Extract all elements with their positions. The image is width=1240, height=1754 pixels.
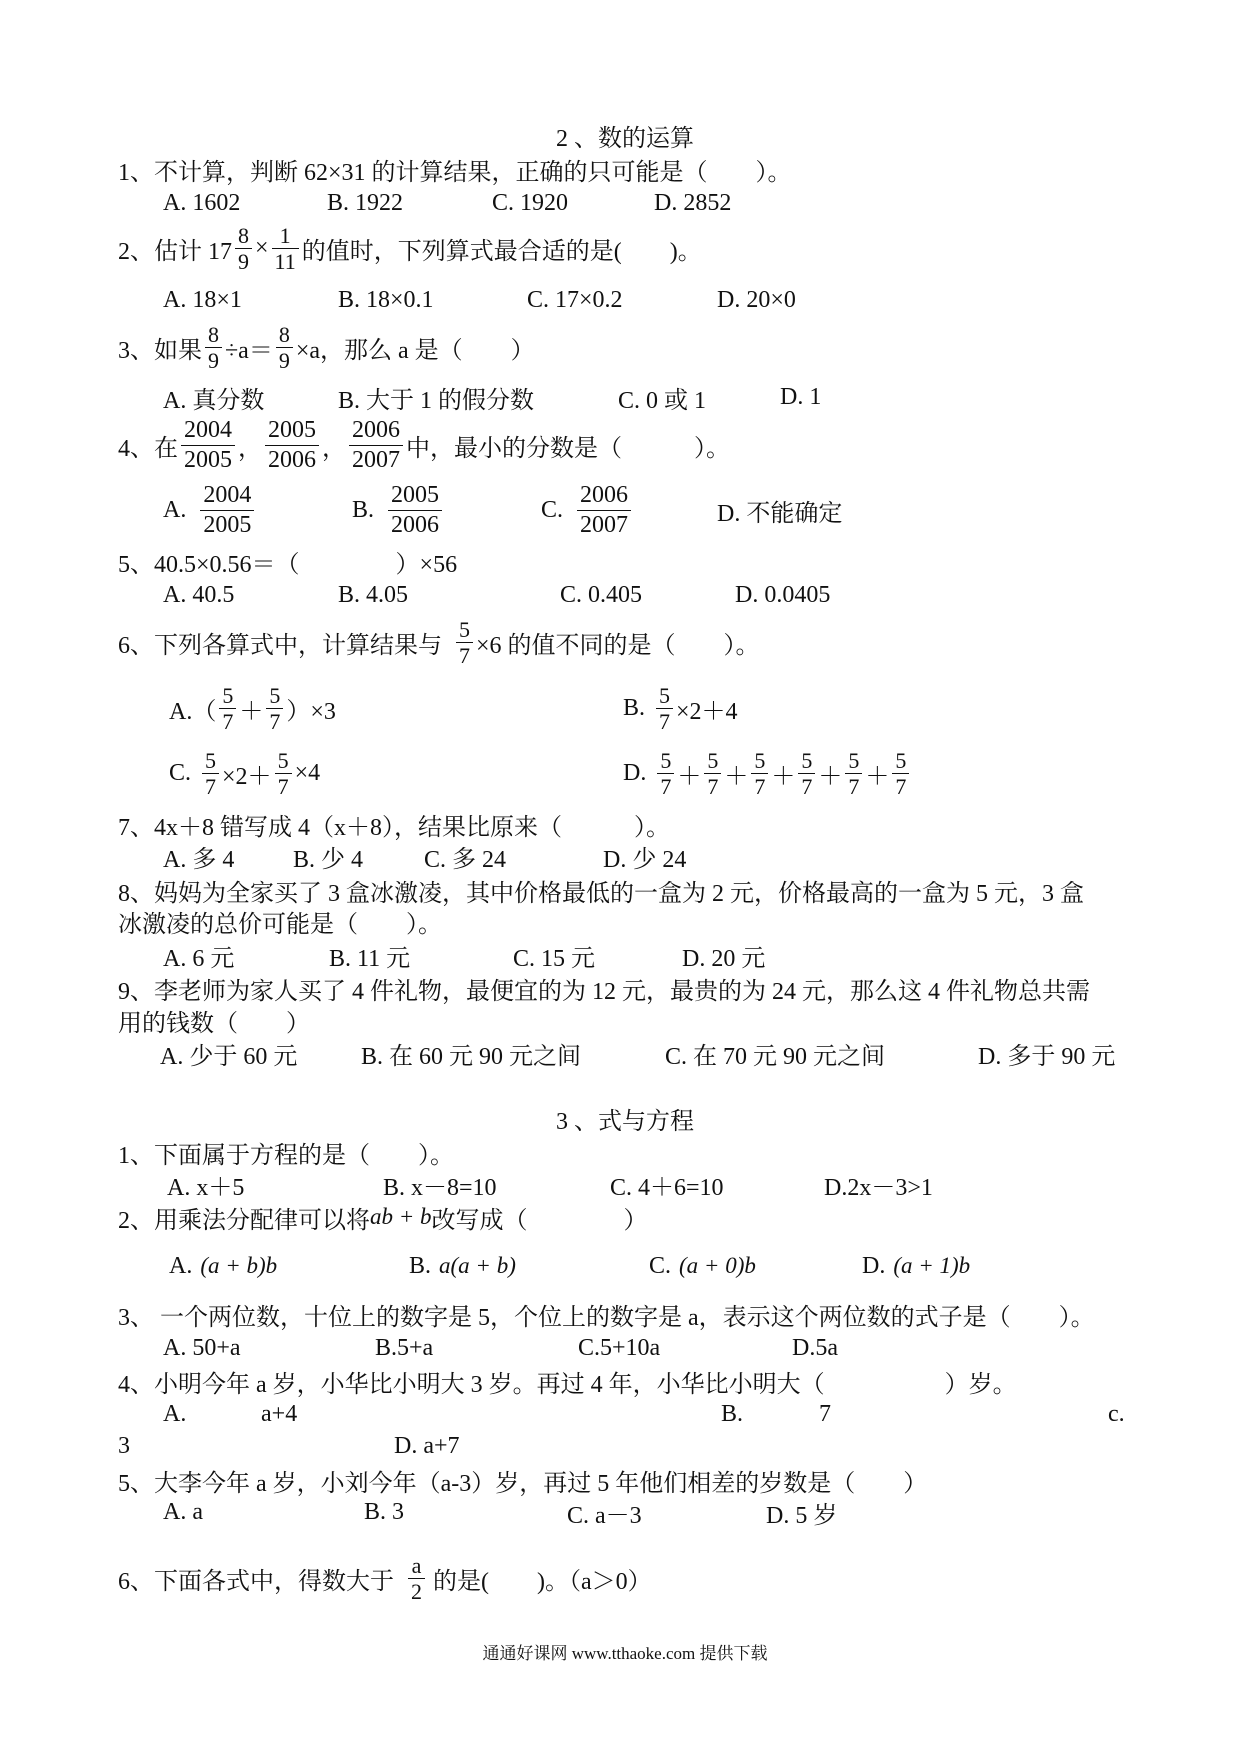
- option-c: [492, 188, 568, 218]
- question-8-line-1: [0, 875, 1240, 905]
- denominator: 11: [274, 248, 296, 274]
- option-b-value: [819, 1399, 831, 1429]
- option-text: A. 多 4: [163, 846, 235, 873]
- option-c: [541, 481, 634, 538]
- option-text: D. 5 岁: [766, 1502, 838, 1529]
- stem-text: 3、 一个两位数，十位上的数字是 5，个位上的数字是 a，表示这个两位数的式子是（ ）。: [118, 1304, 1095, 1331]
- numerator: 1: [272, 223, 299, 249]
- numerator: 2006: [349, 416, 403, 446]
- question-4-options: [0, 481, 1240, 538]
- fraction: [202, 748, 219, 799]
- stem-text: 9、李老师为家人买了 4 件礼物，最便宜的为 12 元，最贵的为 24 元，那么这 4 件礼物总共需: [118, 978, 1090, 1005]
- numerator: 5: [892, 748, 909, 774]
- question-stem: [118, 416, 730, 473]
- option-a: [163, 382, 264, 412]
- option-text: C. 4＋6=10: [610, 1174, 724, 1201]
- fraction: [704, 748, 721, 799]
- option-text: D. 20 元: [682, 945, 766, 972]
- question-3: [0, 1299, 1240, 1329]
- question-stem: [118, 906, 442, 936]
- option-b: [327, 188, 403, 218]
- numerator: 5: [845, 748, 862, 774]
- question-stem: [118, 1465, 927, 1495]
- numerator: 8: [235, 223, 252, 249]
- denominator: 7: [222, 708, 234, 734]
- option-text: C. 0 或 1: [618, 387, 707, 414]
- operator: ＋: [677, 763, 702, 790]
- option-d: [394, 1431, 460, 1461]
- operator: ＋: [818, 763, 843, 790]
- option-label: C.: [649, 1252, 672, 1279]
- option-d: [654, 188, 731, 218]
- option-c: [649, 1251, 756, 1281]
- numerator: 5: [219, 683, 236, 709]
- option-d: [682, 940, 765, 970]
- question-stem: [118, 1299, 1095, 1329]
- option-a: [163, 580, 234, 610]
- fraction: [265, 416, 319, 475]
- option-label: A.: [163, 496, 187, 523]
- stem-text: 冰激凌的总价可能是（ ）。: [118, 911, 442, 938]
- option-d: [766, 1497, 837, 1527]
- option-text: A. 1602: [163, 189, 241, 216]
- option-text: D.2x－3>1: [824, 1174, 933, 1201]
- question-2-options: [0, 1251, 1240, 1281]
- option-text: B. 4.05: [338, 581, 409, 608]
- numerator: 2005: [265, 416, 319, 446]
- option-a: [163, 841, 234, 871]
- option-a-label: [163, 1399, 186, 1429]
- question-3-options: [0, 1333, 1240, 1363]
- numerator: 5: [202, 748, 219, 774]
- option-text: 7: [819, 1400, 831, 1427]
- fraction: [276, 322, 293, 373]
- numerator: 8: [205, 322, 222, 348]
- option-b: [352, 481, 445, 538]
- question-6-options-cd: [0, 747, 1240, 799]
- option-text: D. 不能确定: [717, 500, 843, 527]
- fraction: [751, 748, 768, 799]
- stem-text: 1、下面属于方程的是（ ）。: [118, 1142, 454, 1169]
- denominator: 7: [848, 773, 860, 799]
- numerator: 5: [456, 617, 473, 643]
- question-9-options: [0, 1038, 1240, 1068]
- stem-text: 4、在: [118, 435, 178, 462]
- question-6: [0, 1552, 1240, 1604]
- option-text: B. 11 元: [329, 945, 411, 972]
- question-stem: [118, 321, 535, 373]
- operator: ＋: [865, 763, 890, 790]
- option-c: [578, 1333, 660, 1363]
- question-stem: [118, 809, 670, 839]
- option-text: A. 6 元: [163, 945, 235, 972]
- option-text: ×2＋4: [676, 698, 738, 725]
- denominator: 2007: [580, 511, 629, 538]
- fraction: [275, 748, 292, 799]
- math-expression: ab + b: [370, 1204, 432, 1229]
- question-3: [0, 321, 1240, 373]
- option-text: a+4: [261, 1400, 298, 1427]
- fraction: [456, 617, 473, 668]
- option-text: B.5+a: [375, 1334, 434, 1361]
- denominator: 7: [801, 773, 813, 799]
- option-c: [424, 841, 506, 871]
- option-d: [780, 382, 821, 412]
- option-text: B. 大于 1 的假分数: [338, 387, 535, 414]
- stem-text: 4、小明今年 a 岁，小华比小明大 3 岁。再过 4 年，小华比小明大（ ）岁。: [118, 1371, 1017, 1398]
- separator: ，: [322, 435, 346, 462]
- question-4-options-cont: [0, 1431, 1240, 1461]
- option-c: [169, 747, 321, 799]
- option-b: [364, 1497, 404, 1527]
- question-1-options: [0, 188, 1240, 218]
- option-c: [527, 285, 623, 315]
- question-stem: [118, 1366, 1017, 1396]
- option-label: B.: [623, 694, 646, 721]
- option-text: D. 少 24: [603, 846, 687, 873]
- option-text: A. 50+a: [163, 1334, 241, 1361]
- section-title: [10, 120, 1240, 150]
- option-c: [560, 580, 642, 610]
- option-d: [862, 1251, 970, 1281]
- option-text: D. 多于 90 元: [978, 1043, 1116, 1070]
- option-b: [338, 285, 434, 315]
- question-5: [0, 1465, 1240, 1495]
- section-title-row: [0, 120, 1240, 150]
- option-b: [293, 841, 363, 871]
- numerator: 5: [704, 748, 721, 774]
- numerator: 5: [266, 683, 283, 709]
- question-stem: [118, 1137, 454, 1167]
- stem-text: 的值时，下列算式最合适的是( )。: [301, 238, 702, 265]
- option-label: B.: [352, 496, 375, 523]
- option-text: D. 0.0405: [735, 581, 831, 608]
- question-7-options: [0, 841, 1240, 871]
- question-stem: [118, 1552, 652, 1604]
- question-stem: [118, 1202, 648, 1232]
- option-d: [824, 1169, 933, 1199]
- denominator: 7: [754, 773, 766, 799]
- fraction: [845, 748, 862, 799]
- stem-text: 1、不计算，判断 62×31 的计算结果，正确的只可能是（ ）。: [118, 159, 792, 186]
- option-text: D. 1: [780, 383, 822, 410]
- option-c: [513, 940, 595, 970]
- math-expression: a(a + b): [439, 1253, 516, 1278]
- question-4: [0, 416, 1240, 473]
- option-label: A.（: [169, 698, 217, 725]
- denominator: 2005: [203, 511, 252, 538]
- option-text: A. 40.5: [163, 581, 235, 608]
- numerator: 2004: [181, 416, 235, 446]
- fraction: [577, 481, 631, 540]
- operator: ÷a＝: [225, 337, 273, 364]
- fraction: [657, 748, 674, 799]
- option-b: [361, 1038, 581, 1068]
- question-6-options-ab: [0, 682, 1240, 734]
- option-text: B. 18×0.1: [338, 286, 434, 313]
- option-a: [167, 1169, 244, 1199]
- question-stem: [118, 1005, 310, 1035]
- numerator: 2004: [200, 481, 254, 511]
- option-c: [567, 1497, 642, 1527]
- option-b: [383, 1169, 497, 1199]
- stem-text: 2、估计 17: [118, 238, 232, 265]
- stem-text: 的是( )。（a＞0）: [433, 1568, 652, 1595]
- option-text: A. x＋5: [167, 1174, 245, 1201]
- option-text: B.: [721, 1400, 744, 1427]
- option-text: A. 少于 60 元: [160, 1043, 298, 1070]
- denominator: 7: [659, 708, 671, 734]
- option-a: [163, 188, 240, 218]
- option-text: ×4: [294, 759, 321, 786]
- denominator: 2: [411, 1578, 422, 1604]
- math-expression: (a + b)b: [200, 1253, 278, 1278]
- option-text: D. a+7: [394, 1432, 460, 1459]
- fraction: [181, 416, 235, 475]
- option-text: c.: [1108, 1400, 1125, 1427]
- option-text: C. 在 70 元 90 元之间: [665, 1043, 886, 1070]
- option-d: [717, 495, 842, 525]
- option-text: C. 15 元: [513, 945, 596, 972]
- fraction: [272, 223, 299, 274]
- question-1: [0, 154, 1240, 184]
- question-3-options: [0, 382, 1240, 412]
- fraction: [892, 748, 909, 799]
- operator: ＋: [771, 763, 796, 790]
- denominator: 2005: [184, 446, 232, 473]
- option-a: [160, 1038, 297, 1068]
- question-stem: [118, 222, 702, 274]
- separator: ，: [238, 435, 262, 462]
- question-stem: [118, 154, 792, 184]
- question-stem: [118, 875, 1084, 905]
- question-9-line-1: [0, 973, 1240, 1003]
- option-d: [735, 580, 830, 610]
- numerator: 5: [657, 748, 674, 774]
- option-text: C.5+10a: [578, 1334, 661, 1361]
- option-d: [978, 1038, 1115, 1068]
- denominator: 7: [269, 708, 281, 734]
- numerator: a: [408, 1553, 425, 1579]
- stem-text: 7、4x＋8 错写成 4（x＋8），结果比原来（ ）。: [118, 814, 670, 841]
- denominator: 9: [278, 347, 290, 373]
- option-a: [163, 285, 242, 315]
- option-b: [623, 682, 738, 734]
- question-stem: [118, 973, 1090, 1003]
- question-6: [0, 616, 1240, 668]
- fraction: [656, 683, 673, 734]
- fraction: [388, 481, 442, 540]
- numerator: 8: [276, 322, 293, 348]
- fraction: [266, 683, 283, 734]
- denominator: 9: [238, 248, 249, 274]
- option-text: D.5a: [792, 1334, 838, 1361]
- footer-text: 通通好课网 www.tthaoke.com 提供下载: [482, 1643, 768, 1663]
- option-d: [603, 841, 686, 871]
- section-title-text: 2 、数的运算: [556, 125, 694, 152]
- option-b: [329, 940, 410, 970]
- option-b-label: [721, 1399, 743, 1429]
- option-text: C. 0.405: [560, 581, 643, 608]
- option-text: C. a－3: [567, 1502, 642, 1529]
- question-7: [0, 809, 1240, 839]
- option-d: [623, 747, 912, 799]
- section-title: [10, 1103, 1240, 1133]
- fraction: [798, 748, 815, 799]
- fraction: [205, 322, 222, 373]
- option-text: 3: [118, 1432, 130, 1459]
- option-a: [169, 1251, 277, 1281]
- section-title-text: 3 、式与方程: [556, 1108, 694, 1135]
- stem-text: ×a，那么 a 是（ ）: [295, 337, 535, 364]
- stem-text: 2、用乘法分配律可以将: [118, 1207, 370, 1234]
- option-text: A. a: [163, 1498, 203, 1525]
- option-c-label: [1108, 1399, 1125, 1429]
- question-1-options: [0, 1169, 1240, 1199]
- option-d: [717, 285, 796, 315]
- option-c: [618, 382, 706, 412]
- denominator: 2007: [352, 446, 400, 473]
- option-c: [610, 1169, 724, 1199]
- option-a-value: [261, 1399, 297, 1429]
- question-stem: [118, 616, 760, 668]
- denominator: 7: [205, 773, 217, 799]
- option-label: D.: [623, 759, 647, 786]
- math-expression: (a + 1)b: [893, 1253, 971, 1278]
- option-a: [163, 1333, 241, 1363]
- operator: ＋: [239, 698, 264, 725]
- option-text: D. 20×0: [717, 286, 796, 313]
- stem-text: 用的钱数（ ）: [118, 1010, 310, 1037]
- footer-row: [0, 1636, 1240, 1666]
- option-label: D.: [862, 1252, 886, 1279]
- question-5-options: [0, 1497, 1240, 1527]
- option-c-value: [118, 1431, 130, 1461]
- option-text: B. 在 60 元 90 元之间: [361, 1043, 582, 1070]
- question-2: [0, 1202, 1240, 1232]
- option-text: B. 少 4: [293, 846, 364, 873]
- denominator: 2006: [391, 511, 440, 538]
- option-text: ）×3: [286, 698, 336, 725]
- option-text: A. 18×1: [163, 286, 242, 313]
- question-2-options: [0, 285, 1240, 315]
- operator: ＋: [724, 763, 749, 790]
- fraction: [349, 416, 403, 475]
- option-text: C. 1920: [492, 189, 569, 216]
- option-b: [338, 580, 408, 610]
- stem-text: ×6 的值不同的是（ ）。: [476, 632, 760, 659]
- option-text: C. 多 24: [424, 846, 507, 873]
- question-4-options: [0, 1399, 1240, 1429]
- numerator: 2006: [577, 481, 631, 511]
- question-stem: [118, 546, 457, 576]
- stem-text: 改写成（ ）: [431, 1207, 648, 1234]
- option-c: [665, 1038, 885, 1068]
- numerator: 5: [656, 683, 673, 709]
- stem-text: 中，最小的分数是（ ）。: [406, 435, 730, 462]
- stem-text: 3、如果: [118, 337, 202, 364]
- denominator: 7: [459, 642, 470, 668]
- option-a: [163, 481, 257, 538]
- fraction: [219, 683, 236, 734]
- question-5-options: [0, 580, 1240, 610]
- stem-text: 5、40.5×0.56＝（ ）×56: [118, 551, 458, 578]
- option-b: [409, 1251, 516, 1281]
- option-a: [169, 682, 336, 734]
- fraction: [235, 223, 252, 274]
- denominator: 7: [707, 773, 719, 799]
- fraction: [408, 1553, 425, 1604]
- option-label: B.: [409, 1252, 432, 1279]
- stem-text: 6、下列各算式中，计算结果与: [118, 632, 442, 659]
- option-a: [163, 1497, 203, 1527]
- section-title-row: [0, 1103, 1240, 1133]
- numerator: 5: [798, 748, 815, 774]
- option-text: A. 真分数: [163, 387, 265, 414]
- fraction: [200, 481, 254, 540]
- option-label: C.: [541, 496, 564, 523]
- option-label: A.: [169, 1252, 193, 1279]
- option-b: [375, 1333, 433, 1363]
- option-a: [163, 940, 234, 970]
- option-text: D. 2852: [654, 189, 732, 216]
- denominator: 7: [660, 773, 672, 799]
- option-text: C. 17×0.2: [527, 286, 623, 313]
- option-label: C.: [169, 759, 192, 786]
- numerator: 2005: [388, 481, 442, 511]
- operator: ×: [255, 234, 269, 261]
- footer: [10, 1636, 1240, 1666]
- question-8-options: [0, 940, 1240, 970]
- stem-text: 5、大李今年 a 岁，小刘今年（a-3）岁，再过 5 年他们相差的岁数是（ ）: [118, 1470, 928, 1497]
- question-5: [0, 546, 1240, 576]
- option-text: A.: [163, 1400, 187, 1427]
- option-b: [338, 382, 534, 412]
- numerator: 5: [751, 748, 768, 774]
- option-d: [792, 1333, 838, 1363]
- math-expression: (a + 0)b: [679, 1253, 756, 1278]
- denominator: 9: [208, 347, 219, 373]
- stem-text: 8、妈妈为全家买了 3 盒冰激凌，其中价格最低的一盒为 2 元，价格最高的一盒为 5 元，3 盒: [118, 880, 1084, 907]
- option-text: B. 1922: [327, 189, 404, 216]
- question-8-line-2: [0, 906, 1240, 936]
- denominator: 2006: [268, 446, 316, 473]
- denominator: 7: [895, 773, 907, 799]
- question-2: [0, 222, 1240, 274]
- numerator: 5: [275, 748, 292, 774]
- question-9-line-2: [0, 1005, 1240, 1035]
- question-1: [0, 1137, 1240, 1167]
- stem-text: 6、下面各式中，得数大于: [118, 1568, 394, 1595]
- option-text: ×2＋: [222, 763, 272, 790]
- denominator: 7: [277, 773, 289, 799]
- option-text: B. x－8=10: [383, 1174, 497, 1201]
- question-4: [0, 1366, 1240, 1396]
- option-text: B. 3: [364, 1498, 405, 1525]
